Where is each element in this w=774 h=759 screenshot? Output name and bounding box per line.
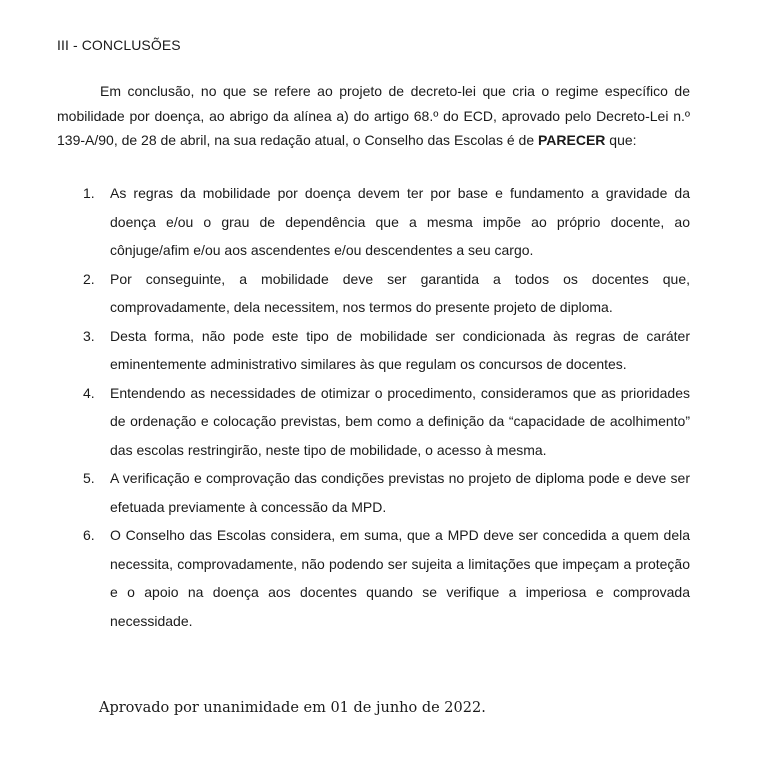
list-item [57, 265, 690, 322]
list-item-text: A verificação e comprovação das condições previstas no projeto de diploma pode e deve ser efetuada previamente à concessão da MPD. [110, 470, 690, 515]
list-item-text: O Conselho das Escolas considera, em suma, que a MPD deve ser concedida a quem dela necessita, comprovadamente, não podendo ser sujeita a limitações que impeçam a proteção e o apoio na doença aos docentes quando se verifique a imperiosa e comprovada necessidade. [110, 527, 690, 629]
list-item-number: 5. [83, 470, 95, 486]
list-item-number: 1. [83, 185, 95, 201]
list-item [57, 322, 690, 379]
list-item-number: 4. [83, 384, 95, 401]
intro-text: Em conclusão, no que se refere ao projeto de decreto-lei que cria o regime específico de mobilidade por doença, ao abrigo da alínea a) do artigo 68.º do ECD, aprovado pelo Decreto-Lei n.º 139-A/90, de 28 de abril, na sua redação atual, o Conselho das Escolas é de [57, 83, 690, 148]
parecer-bold: PARECER [538, 132, 606, 148]
conclusions-list [57, 179, 690, 635]
list-item-text: Desta forma, não pode este tipo de mobilidade ser condicionada às regras de caráter eminentemente administrativo similares às que regulam os concursos de docentes. [110, 327, 690, 372]
list-item-number: 2. [83, 270, 95, 287]
list-item-number: 6. [83, 527, 95, 543]
intro-paragraph [57, 79, 690, 153]
intro-text-end: que: [605, 132, 637, 148]
approval-statement: Aprovado por unanimidade em 01 de junho de 2022. [99, 700, 486, 716]
list-item-text: As regras da mobilidade por doença devem ter por base e fundamento a gravidade da doença e/ou o grau de dependência que a mesma impõe ao próprio docente, ao cônjuge/afim e/ou aos ascendentes e/ou descendentes a seu cargo. [110, 185, 690, 258]
list-item-text: Entendendo as necessidades de otimizar o procedimento, consideramos que as prioridades de ordenação e colocação previstas, bem como a definição da “capacidade de acolhimento” das escolas restringirão, neste tipo de mobilidade, o acesso à mesma. [110, 384, 690, 458]
list-item [57, 179, 690, 265]
section-title: III - CONCLUSÕES [57, 37, 181, 53]
list-item [57, 464, 690, 521]
list-item-number: 3. [83, 327, 95, 344]
list-item [57, 379, 690, 465]
list-item [57, 521, 690, 635]
list-item-text: Por conseguinte, a mobilidade deve ser garantida a todos os docentes que, comprovadamente, dela necessitem, nos termos do presente projeto de diploma. [110, 270, 690, 315]
